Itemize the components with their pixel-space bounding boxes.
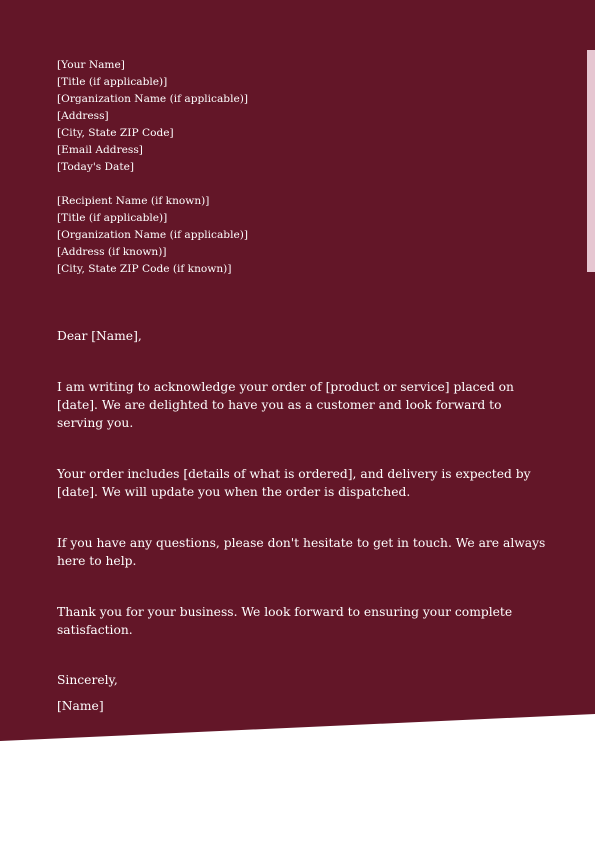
letter-date: [Today's Date] (57, 161, 135, 173)
sender-title: [Title (if applicable)] (57, 76, 168, 88)
sender-block (57, 57, 547, 176)
salutation: Dear [Name], (57, 329, 142, 343)
recipient-city-state-zip: [City, State ZIP Code (if known)] (57, 263, 232, 275)
sender-address: [Address] (57, 110, 109, 122)
recipient-block (57, 193, 547, 278)
sender-city-state-zip: [City, State ZIP Code] (57, 127, 174, 139)
recipient-name: [Recipient Name (if known)] (57, 195, 210, 207)
letter-content (57, 57, 547, 715)
accent-side-bar (587, 50, 595, 272)
recipient-title: [Title (if applicable)] (57, 212, 168, 224)
sender-name: [Your Name] (57, 59, 125, 71)
body-paragraph-thanks: Thank you for your business. We look forward to ensuring your complete satisfaction. (57, 605, 513, 637)
sender-email: [Email Address] (57, 144, 143, 156)
signature: [Name] (57, 699, 104, 713)
recipient-organization: [Organization Name (if applicable)] (57, 229, 248, 241)
recipient-address: [Address (if known)] (57, 246, 167, 258)
body-paragraph-questions: If you have any questions, please don't hesitate to get in touch. We are always here to help. (57, 536, 546, 568)
sender-organization: [Organization Name (if applicable)] (57, 93, 248, 105)
body-paragraph-acknowledgement: I am writing to acknowledge your order of [product or service] placed on [date]. We are delighted to have you as a customer and look forward to serving you. (57, 380, 514, 430)
body-paragraph-order-details: Your order includes [details of what is ordered], and delivery is expected by [date]. We will update you when the order is dispatched. (57, 467, 531, 499)
closing: Sincerely, (57, 673, 118, 687)
